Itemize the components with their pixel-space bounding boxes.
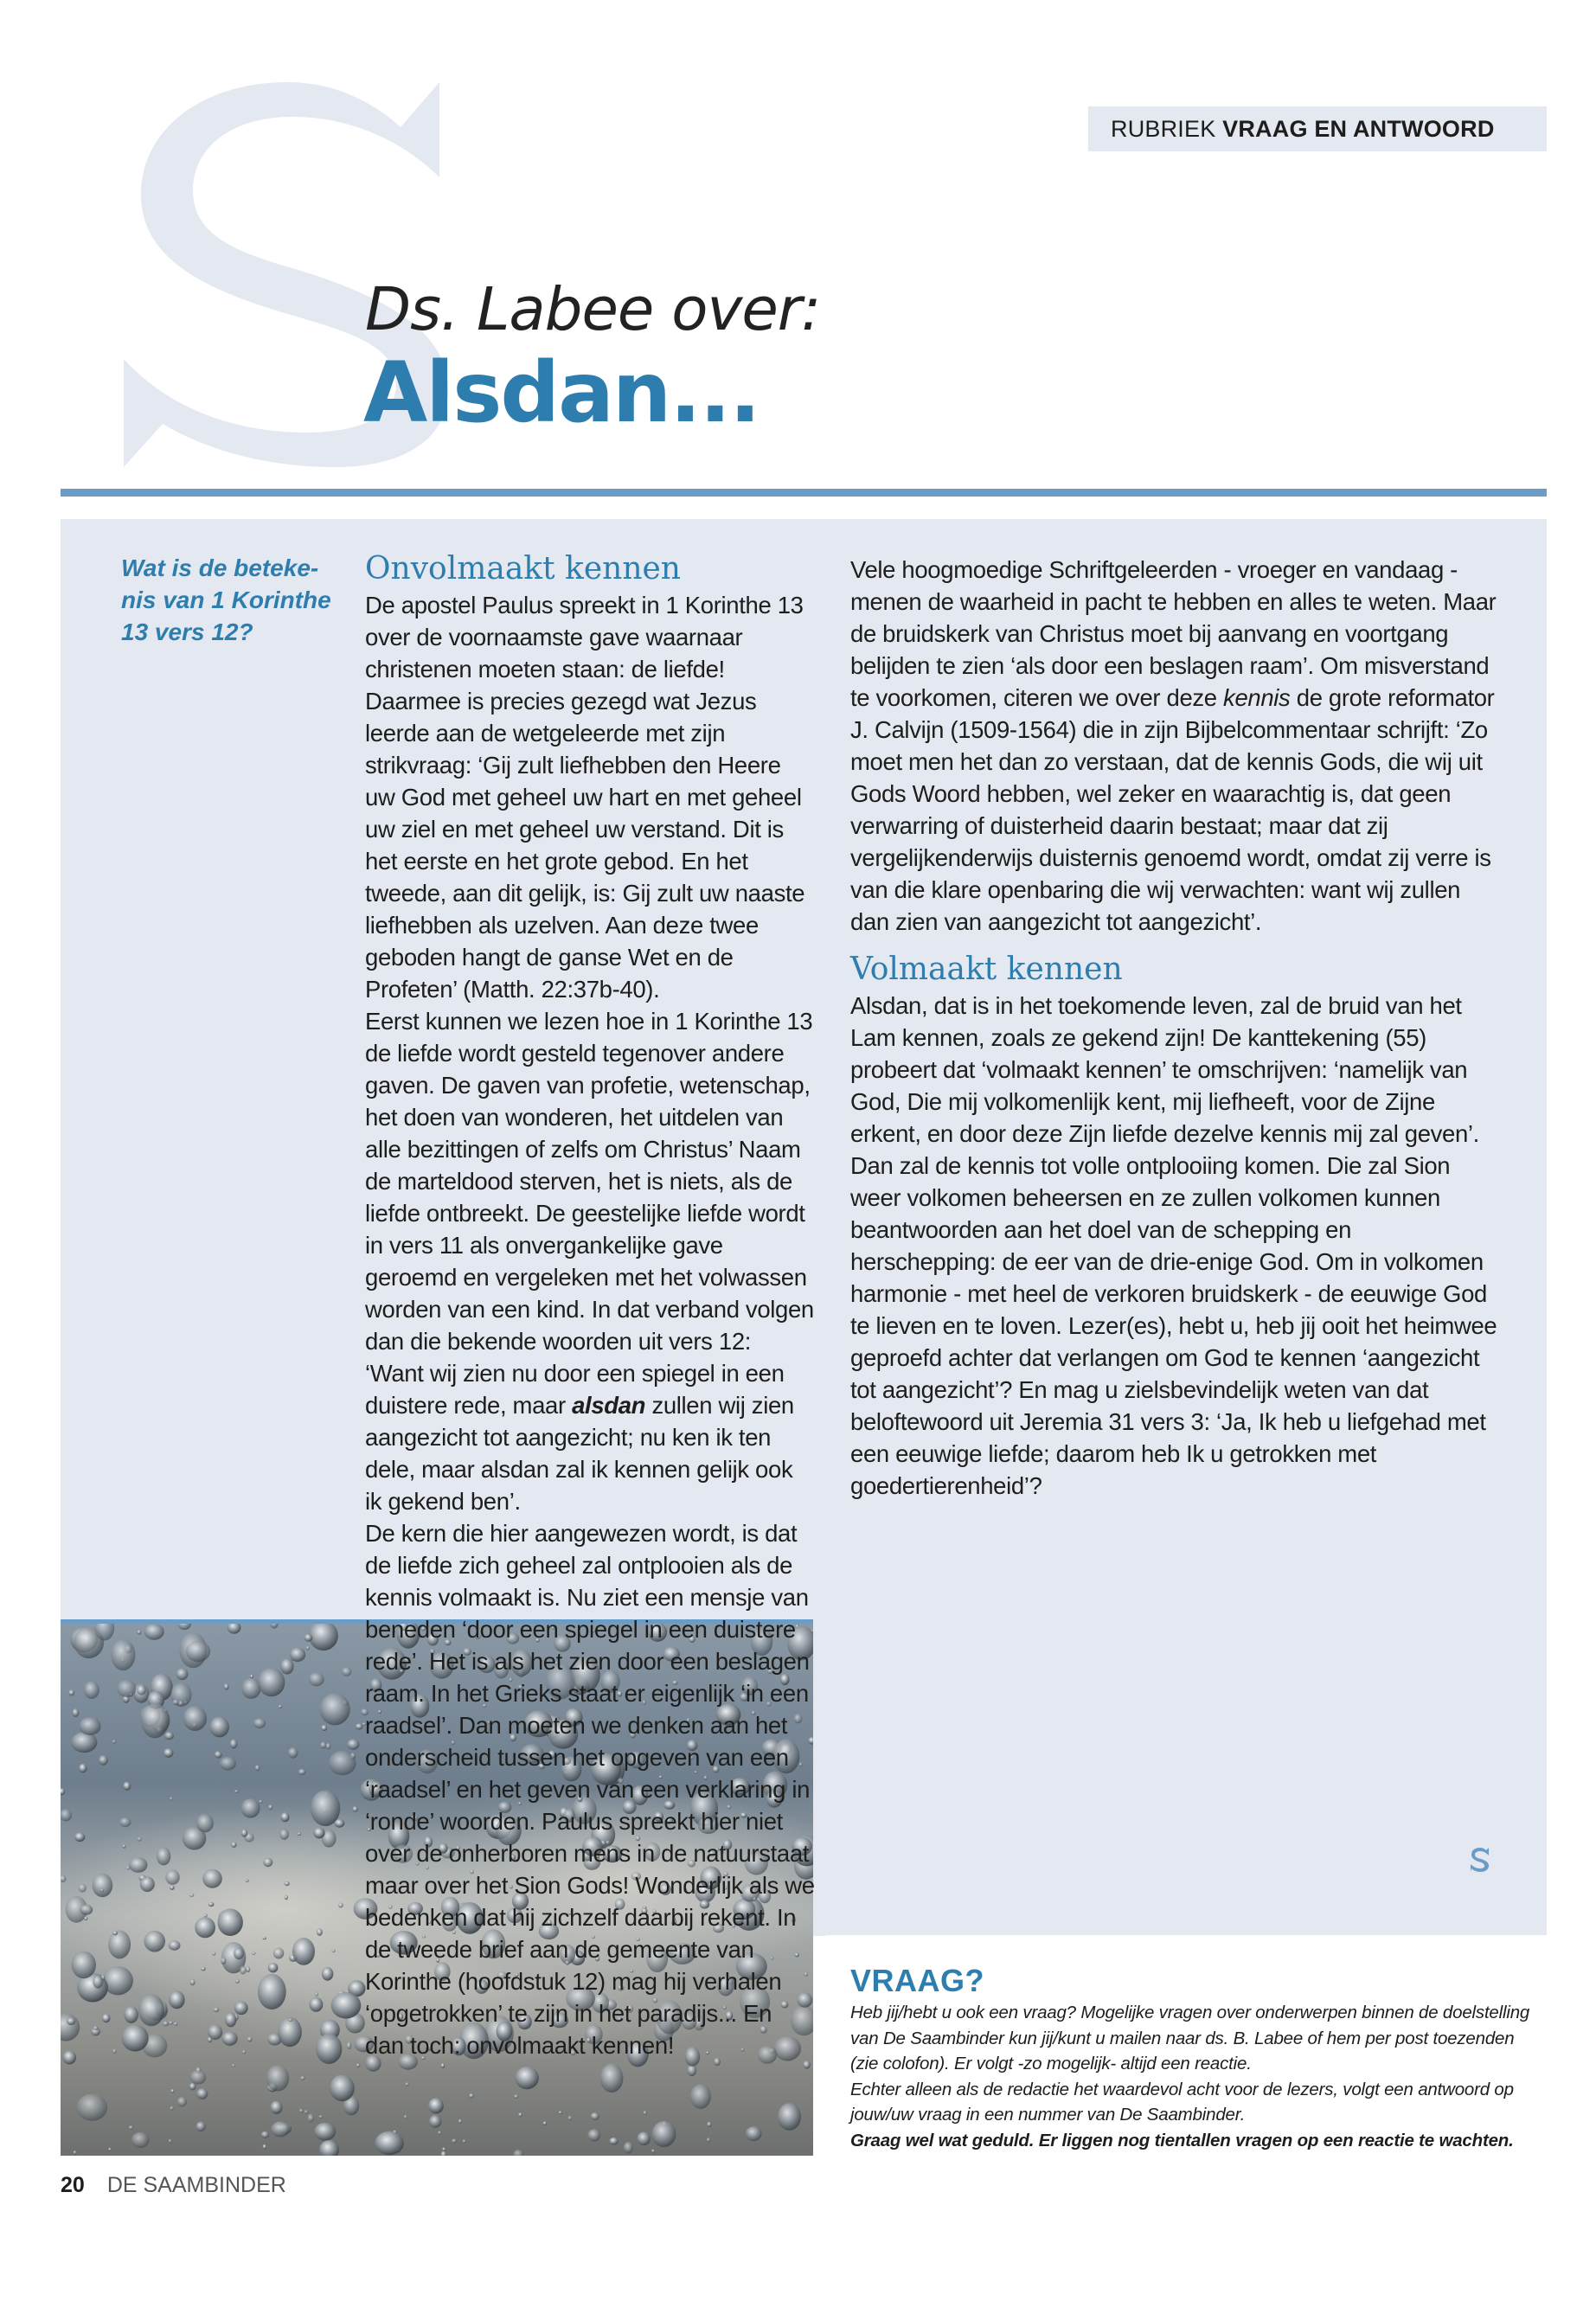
raindrop xyxy=(803,2061,811,2069)
raindrop xyxy=(310,1997,324,2012)
paragraph xyxy=(365,1005,815,1517)
raindrop xyxy=(315,1992,318,1997)
raindrop xyxy=(218,1908,243,1936)
raindrop xyxy=(230,1740,238,1749)
raindrop xyxy=(624,2142,633,2153)
raindrop xyxy=(463,2139,466,2143)
raindrop xyxy=(317,1928,323,1936)
page-number: 20 xyxy=(61,2173,85,2197)
raindrop xyxy=(442,2148,445,2151)
raindrop xyxy=(157,1847,170,1865)
raindrop xyxy=(221,1958,226,1965)
article-column-1 xyxy=(365,549,815,2061)
raindrop xyxy=(452,2138,457,2143)
raindrop xyxy=(186,1641,210,1662)
raindrop xyxy=(84,1682,99,1699)
raindrop xyxy=(117,1680,136,1697)
raindrop xyxy=(609,2138,618,2145)
raindrop xyxy=(288,1747,298,1759)
raindrop xyxy=(278,2017,302,2047)
raindrop xyxy=(263,1937,266,1940)
raindrop xyxy=(290,1648,305,1662)
raindrop xyxy=(144,1931,165,1952)
raindrop xyxy=(347,1739,359,1749)
paragraph-text: de grote reformator J. Calvijn (1509-1564) die in zijn Bijbelcommentaar schrijft: ‘Zo moet men het dan zo verstaan, dat de kennis Gods, die wij uit Gods Woord hebben, wel zeker en waarachtig is, dat geen verwarring of duisterheid daarin bestaat; maar dat zij vergelijkenderwijs duisternis genoemd wordt, omdat zij verre is van die klare openbaring die wij verwachten: want wij zullen dan zien van aangezicht tot aangezicht’. xyxy=(850,684,1495,935)
raindrop xyxy=(298,1833,301,1836)
raindrop xyxy=(313,1828,324,1839)
raindrop xyxy=(79,1884,87,1893)
raindrop xyxy=(638,2132,651,2146)
raindrop xyxy=(746,2126,762,2141)
raindrop xyxy=(428,2098,444,2113)
raindrop xyxy=(170,1886,175,1890)
raindrop xyxy=(68,1689,74,1695)
raindrop xyxy=(72,1708,79,1717)
raindrop xyxy=(80,1905,93,1915)
raindrop xyxy=(100,1889,104,1893)
raindrop xyxy=(177,2097,187,2107)
raindrop xyxy=(77,2094,107,2121)
raindrop xyxy=(189,2083,196,2091)
raindrop xyxy=(225,2012,236,2027)
raindrop xyxy=(74,1832,85,1842)
raindrop xyxy=(209,1717,229,1738)
raindrop xyxy=(299,2109,304,2113)
question-box xyxy=(850,1962,1542,2153)
raindrop xyxy=(190,2070,207,2084)
raindrop xyxy=(591,2112,599,2120)
article-subtitle: Ds. Labee over: xyxy=(365,275,821,344)
raindrop xyxy=(255,1765,260,1771)
raindrop xyxy=(112,1931,118,1935)
raindrop xyxy=(375,2131,403,2155)
raindrop xyxy=(169,1990,184,2009)
raindrop xyxy=(651,2149,655,2152)
raindrop xyxy=(201,1967,206,1971)
raindrop xyxy=(111,1639,135,1670)
question-box-text: Heb jij/hebt u ook een vraag? Mogelijke vragen over onderwerpen binnen de doelstelling van De Saambinder kun jij/kunt u mailen naar ds. B. Labee of hem per post toezenden (zie colofon). Er volgt -zo mogelijk- altijd een reactie. xyxy=(850,2003,1530,2073)
raindrop xyxy=(263,1858,272,1868)
raindrop xyxy=(126,1867,131,1870)
emphasis-alsdan: alsdan xyxy=(572,1392,646,1419)
raindrop xyxy=(429,2115,441,2128)
raindrop xyxy=(141,1703,169,1738)
raindrop xyxy=(241,1829,247,1836)
raindrop xyxy=(74,2150,77,2155)
raindrop xyxy=(131,2132,149,2148)
raindrop xyxy=(304,2110,308,2113)
raindrop xyxy=(140,1876,155,1892)
raindrop xyxy=(342,1667,352,1676)
raindrop xyxy=(170,2106,173,2111)
raindrop xyxy=(196,2122,206,2131)
raindrop xyxy=(224,1683,229,1689)
raindrop xyxy=(252,1952,255,1955)
raindrop xyxy=(320,1694,350,1726)
rubric-prefix: RUBRIEK xyxy=(1111,116,1216,142)
raindrop xyxy=(273,1948,284,1959)
raindrop xyxy=(285,1881,290,1886)
rubric-label xyxy=(1088,106,1547,151)
raindrop xyxy=(93,2026,99,2030)
paragraph: De apostel Paulus spreekt in 1 Korinthe 13 over de voornaamste gave waarnaar christenen moeten staan: de liefde! Daarmee is precies gezegd wat Jezus leerde aan de wetgeleerde met zijn strikvraag: ‘Gij zult liefhebben den Heere uw God met geheel uw hart en met geheel uw ziel en met geheel uw verstand. Dit is het eerste en het grote gebod. En het tweede, aan dit gelijk, is: Gij zult uw naaste liefhebben als uzelven. Aan deze twee geboden hangt de ganse Wet en de Profeten’ (Matth. 22:37b-40). xyxy=(365,592,805,1003)
raindrop xyxy=(215,1751,222,1758)
raindrop xyxy=(93,1874,113,1898)
raindrop xyxy=(438,2131,442,2134)
raindrop xyxy=(250,1675,253,1679)
raindrop xyxy=(322,1967,333,1981)
raindrop xyxy=(258,1974,286,2009)
paragraph-text: zullen wij zien aangezicht tot aangezicht; nu ken ik ten dele, maar alsdan zal ik kennen gelijk ook ik gekend ben’. xyxy=(365,1392,794,1515)
raindrop xyxy=(72,1952,96,1979)
raindrop xyxy=(195,1917,215,1938)
raindrop xyxy=(234,2002,248,2016)
raindrop xyxy=(441,2063,445,2068)
raindrop xyxy=(309,1672,324,1686)
raindrop xyxy=(316,2034,342,2064)
raindrop xyxy=(707,2122,711,2127)
raindrop xyxy=(212,1952,215,1955)
raindrop xyxy=(123,1782,131,1791)
raindrop xyxy=(778,2103,801,2131)
raindrop xyxy=(119,1817,131,1827)
raindrop xyxy=(234,1790,238,1793)
raindrop xyxy=(220,1757,236,1771)
raindrop xyxy=(707,2138,710,2142)
raindrop xyxy=(189,1894,194,1897)
raindrop xyxy=(208,1902,215,1907)
raindrop xyxy=(242,2050,246,2054)
raindrop xyxy=(102,2014,111,2022)
raindrop xyxy=(332,1949,336,1952)
raindrop xyxy=(144,1624,164,1640)
raindrop xyxy=(356,1723,363,1729)
raindrop xyxy=(164,1732,174,1740)
question-box-note: Graag wel wat geduld. Er liggen nog tientallen vragen op een reactie te wachten. xyxy=(850,2130,1514,2150)
raindrop xyxy=(568,2116,573,2121)
paragraph-text: Eerst kunnen we lezen hoe in 1 Korinthe 13 de liefde wordt gesteld tegenover andere gaven. De gaven van profetie, wetenschap, het doen van wonderen, het uitdelen van alle bezittingen of zelfs om Christus’ Naam de marteldood sterven, het is niets, als de liefde ontbreekt. De geestelijke liefde wordt in vers 11 als onvergankelijke gave geroemd en vergeleken met het volwassen worden van een kind. In dat verband volgen dan die bekende woorden uit vers 12: ‘Want wij zien nu door een spiegel in een duistere rede, maar xyxy=(365,1008,814,1419)
end-mark-icon xyxy=(1471,1848,1490,1872)
raindrop xyxy=(138,1630,142,1635)
rubric-name: VRAAG EN ANTWOORD xyxy=(1222,116,1495,142)
raindrop xyxy=(163,1748,173,1758)
raindrop xyxy=(307,2114,314,2123)
question-box-text: Echter alleen als de redactie het waardevol acht voor de lezers, volgt een antwoord op jouw/uw vraag in een nummer van De Saambinder. xyxy=(850,2079,1514,2125)
raindrop xyxy=(234,1948,244,1960)
raindrop xyxy=(169,2022,173,2025)
raindrop xyxy=(306,1646,310,1650)
raindrop xyxy=(222,2032,238,2046)
raindrop xyxy=(458,2119,462,2124)
raindrop xyxy=(352,1806,358,1812)
raindrop xyxy=(240,1966,247,1975)
raindrop xyxy=(196,2088,208,2099)
intro-question: Wat is de beteke-nis van 1 Korinthe 13 vers 12? xyxy=(121,554,331,645)
raindrop xyxy=(516,2067,539,2089)
raindrop xyxy=(285,1895,288,1900)
raindrop xyxy=(93,1975,103,1988)
raindrop xyxy=(79,1717,100,1735)
raindrop xyxy=(172,1700,179,1706)
raindrop xyxy=(335,1819,345,1828)
raindrop xyxy=(202,1869,222,1888)
raindrop xyxy=(279,1705,282,1708)
raindrop xyxy=(329,1751,356,1775)
emphasis-kennis: kennis xyxy=(1223,684,1291,711)
raindrop xyxy=(331,1992,362,2019)
raindrop xyxy=(263,2144,267,2150)
raindrop xyxy=(129,2125,133,2130)
raindrop xyxy=(129,1857,147,1873)
raindrop xyxy=(79,1764,87,1773)
raindrop xyxy=(469,2093,473,2099)
raindrop xyxy=(268,1804,272,1810)
raindrop xyxy=(232,2064,236,2067)
raindrop xyxy=(652,2121,676,2147)
raindrop xyxy=(314,2123,336,2141)
raindrop xyxy=(196,1814,214,1832)
raindrop xyxy=(321,1725,327,1731)
raindrop xyxy=(587,2129,600,2141)
raindrop xyxy=(325,1743,330,1749)
raindrop xyxy=(190,1979,195,1985)
section-heading-onvolmaakt: Onvolmaakt kennen xyxy=(365,551,681,586)
paragraph-text: Vele hoogmoedige Schriftgeleerden - vroeger en vandaag - menen de waarheid in pacht te hebben en alles te weten. Maar de bruidskerk van Christus moet bij aanvang en voortgang belijden te zien ‘als door een beslagen raam’. Om misverstand te voorkomen, citeren we over deze xyxy=(850,556,1497,711)
paragraph xyxy=(850,554,1501,938)
raindrop xyxy=(300,2076,305,2080)
raindrop xyxy=(99,1755,108,1766)
raindrop xyxy=(138,1836,142,1841)
raindrop xyxy=(165,1869,180,1885)
raindrop xyxy=(258,1668,285,1696)
raindrop xyxy=(123,1844,126,1848)
raindrop xyxy=(356,2063,361,2067)
raindrop xyxy=(600,2064,624,2093)
raindrop xyxy=(169,2139,172,2144)
raindrop xyxy=(338,1903,343,1908)
raindrop xyxy=(259,1800,262,1804)
raindrop xyxy=(266,2065,289,2091)
raindrop xyxy=(112,1740,117,1744)
raindrop xyxy=(112,2048,117,2054)
raindrop xyxy=(279,1829,289,1840)
raindrop xyxy=(404,2115,407,2118)
article-column-2 xyxy=(850,554,1501,1502)
raindrop xyxy=(406,2082,409,2086)
raindrop xyxy=(63,2051,76,2065)
raindrop xyxy=(280,1658,293,1674)
raindrop xyxy=(214,2008,220,2013)
raindrop xyxy=(271,2121,289,2137)
page-footer xyxy=(61,2173,286,2198)
publication-name: DE SAAMBINDER xyxy=(106,2173,286,2197)
raindrop xyxy=(176,1669,189,1681)
raindrop xyxy=(347,2043,352,2049)
raindrop xyxy=(246,1879,249,1882)
raindrop xyxy=(235,1979,240,1984)
raindrop xyxy=(246,1966,250,1972)
raindrop xyxy=(320,1741,326,1748)
raindrop xyxy=(231,1842,236,1848)
raindrop xyxy=(247,2036,253,2041)
raindrop xyxy=(281,1812,290,1822)
raindrop xyxy=(183,1706,207,1731)
raindrop xyxy=(170,2089,174,2093)
raindrop xyxy=(174,2022,177,2026)
raindrop xyxy=(253,1718,266,1728)
question-box-heading: VRAAG? xyxy=(850,1963,984,1998)
raindrop xyxy=(514,2094,518,2099)
raindrop xyxy=(298,1769,306,1775)
raindrop xyxy=(690,2085,711,2109)
raindrop xyxy=(304,1634,313,1642)
raindrop xyxy=(518,2112,522,2117)
raindrop xyxy=(559,2111,562,2114)
raindrop xyxy=(67,2017,75,2025)
raindrop xyxy=(241,1798,260,1817)
raindrop xyxy=(138,1994,164,2026)
raindrop xyxy=(163,2021,169,2026)
raindrop xyxy=(261,2131,269,2138)
raindrop xyxy=(204,1913,208,1918)
raindrop xyxy=(271,2101,283,2114)
paragraph: Alsdan, dat is in het toekomende leven, zal de bruid van het Lam kennen, zoals ze gekend zijn! De kanttekening (55) probeert dat ‘volmaakt kennen’ te omschrijven: ‘namelijk van God, Die mij volkomenlijk kent, mij liefheeft, voor de Zijne erkent, en door deze Zijn liefde dezelve kennis mij zal geven’. Dan zal de kennis tot volle ontplooiing komen. Die zal Sion weer volkomen beheersen en ze zullen volkomen kunnen beantwoorden aan het doel van de schepping en herschepping: de eer van de drie-enige God. Om in volkomen harmonie - met heel de verkoren bruidskerk - de eeuwige God te lieven en te loven. Lezer(es), hebt u, heb jij ooit het heimwee geproefd achter dat verlangen om God te kennen ‘aangezicht tot aangezicht’? En mag u zielsbevindelijk weten van dat beloftewoord uit Jeremia 31 vers 3: ‘Ja, Ik heb u liefgehad met een eeuwige liefde; daarom heb Ik u getrokken met goedertierenheid’? xyxy=(850,992,1497,1499)
article-title: Alsdan... xyxy=(363,344,760,441)
raindrop xyxy=(137,1685,146,1695)
raindrop xyxy=(268,1963,279,1972)
raindrop xyxy=(289,2018,293,2022)
raindrop xyxy=(543,2121,547,2125)
raindrop xyxy=(292,1938,315,1965)
raindrop xyxy=(208,2037,212,2043)
section-heading-volmaakt: Volmaakt kennen xyxy=(850,952,1123,987)
raindrop xyxy=(644,2111,647,2115)
raindrop xyxy=(330,2075,355,2102)
raindrop xyxy=(170,1797,173,1800)
raindrop xyxy=(241,1678,260,1699)
raindrop xyxy=(108,2148,112,2151)
raindrop xyxy=(122,2025,149,2052)
raindrop xyxy=(319,2115,323,2118)
raindrop xyxy=(124,2006,138,2023)
raindrop xyxy=(84,1916,87,1920)
paragraph: De kern die hier aangewezen wordt, is dat de liefde zich geheel zal ontplooien als de kennis volmaakt is. Nu ziet een mensje van beneden ‘door een spiegel in een duistere rede’. Het is als het zien door een beslagen raam. In het Grieks staat er eigenlijk ‘in een raadsel’. Dan moeten we denken aan het onderscheid tussen het opgeven van een ‘raadsel’ en het geven van een verklaring in ‘ronde’ woorden. Paulus spreekt hier niet over de onherboren mens in de natuurstaat maar over het Sion Gods! Wonderlijk als we bedenken dat hij zichzelf daarbij rekent. In de tweede brief aan de gemeente van Korinthe (hoofdstuk 12) mag hij verhalen ‘opgetrokken’ te zijn in het paradijs... En dan toch: onvolmaakt kennen! xyxy=(365,1520,815,2059)
raindrop xyxy=(169,1940,181,1950)
header-rule xyxy=(61,489,1547,497)
raindrop xyxy=(71,1732,97,1753)
raindrop xyxy=(108,1930,131,1958)
